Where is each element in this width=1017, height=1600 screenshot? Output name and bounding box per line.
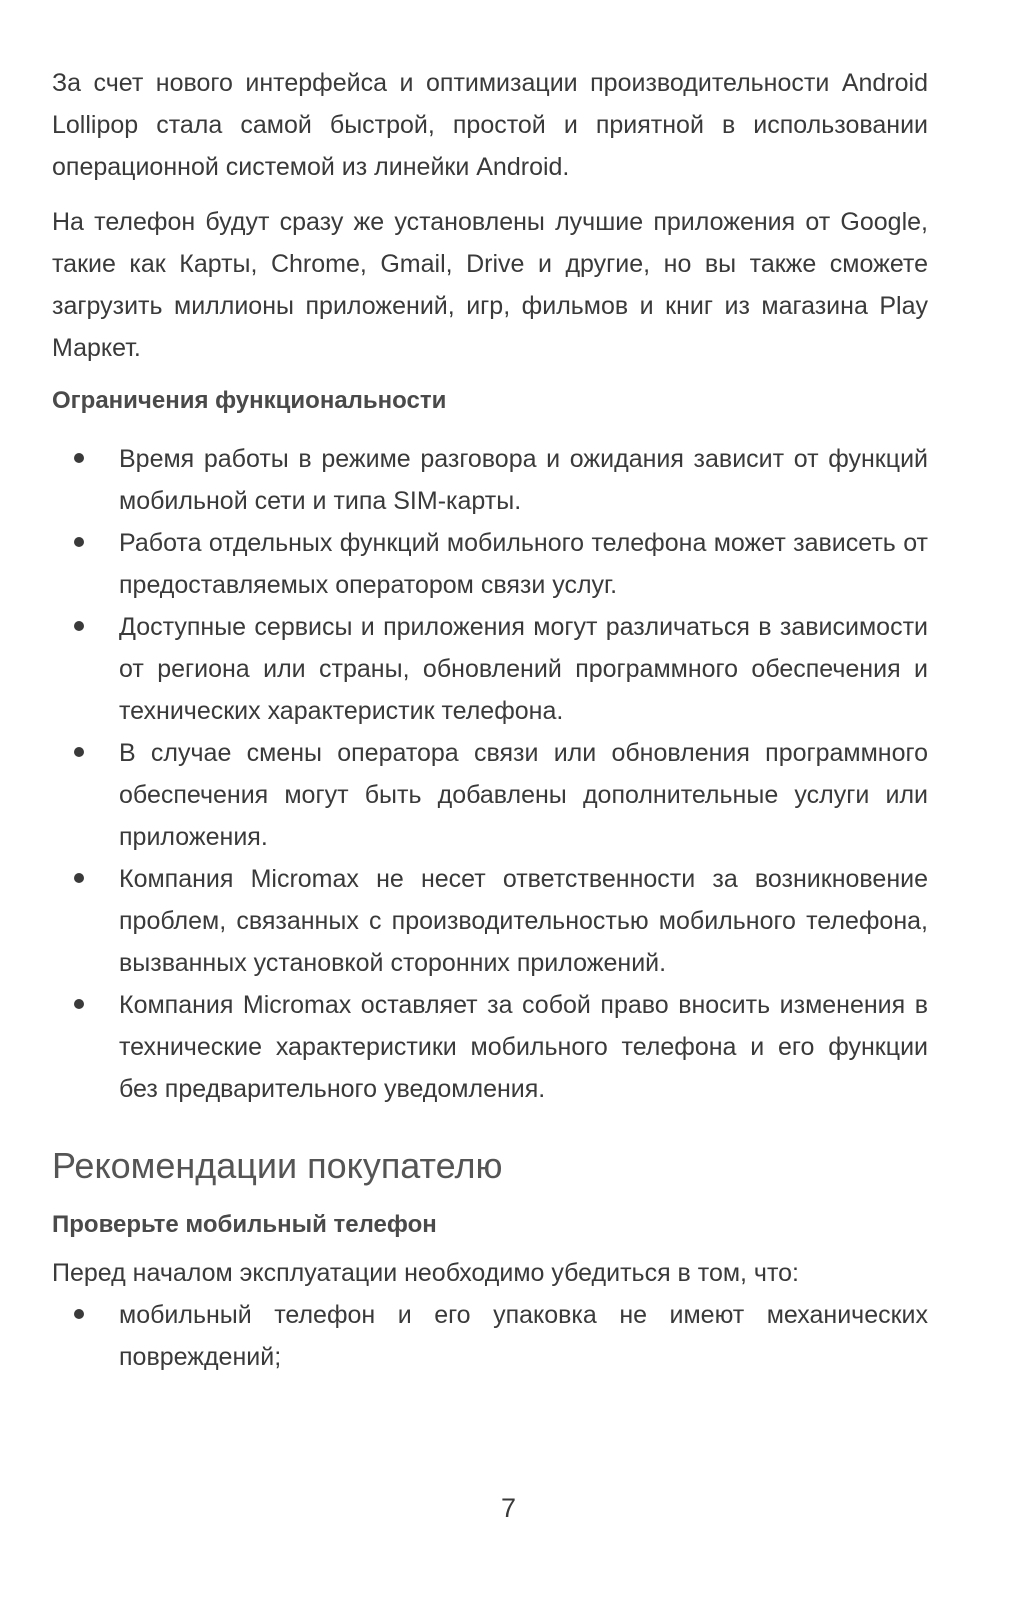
bullet-icon [74, 747, 84, 757]
bullet-icon [74, 873, 84, 883]
list-item [52, 732, 928, 858]
list-item-text: В случае смены оператора связи или обновления программного обеспечения могут быть добавлены дополнительные услуги или приложения. [119, 739, 928, 851]
list-item-text: Время работы в режиме разговора и ожидания зависит от функций мобильной сети и типа SIM-карты. [119, 445, 928, 515]
bullet-icon [74, 999, 84, 1009]
list-item [52, 606, 928, 732]
intro-paragraph-2: На телефон будут сразу же установлены лучшие приложения от Google, такие как Карты, Chrome, Gmail, Drive и другие, но вы также сможете загрузить миллионы приложений, игр, фильмов и книг из магазина Play Маркет. [52, 208, 928, 362]
limitations-list [52, 438, 928, 1110]
list-item [52, 858, 928, 984]
section-title: Рекомендации покупателю [52, 1145, 503, 1186]
list-item [52, 522, 928, 606]
list-item-text: Компания Micromax не несет ответственности за возникновение проблем, связанных с производительностью мобильного телефона, вызванных установкой сторонних приложений. [119, 865, 928, 977]
bullet-icon [74, 537, 84, 547]
page-content [52, 62, 928, 1378]
list-item-text: Работа отдельных функций мобильного телефона может зависеть от предоставляемых оператором связи услуг. [119, 529, 928, 599]
bullet-icon [74, 453, 84, 463]
bullet-icon [74, 1309, 84, 1319]
check-intro-text: Перед началом эксплуатации необходимо убедиться в том, что: [52, 1259, 799, 1287]
check-phone-heading: Проверьте мобильный телефон [52, 1211, 437, 1238]
check-list [52, 1294, 928, 1378]
list-item-text: Доступные сервисы и приложения могут различаться в зависимости от региона или страны, обновлений программного обеспечения и технических характеристик телефона. [119, 613, 928, 725]
list-item-text: Компания Micromax оставляет за собой право вносить изменения в технические характеристики мобильного телефона и его функции без предварительного уведомления. [119, 991, 928, 1103]
list-item [52, 438, 928, 522]
limitations-heading: Ограничения функциональности [52, 387, 447, 414]
page-number: 7 [500, 1493, 517, 1523]
list-item [52, 984, 928, 1110]
intro-paragraph-1: За счет нового интерфейса и оптимизации производительности Android Lollipop стала самой быстрой, простой и приятной в использовании операционной системой из линейки Android. [52, 69, 928, 181]
bullet-icon [74, 621, 84, 631]
list-item [52, 1294, 928, 1378]
list-item-text: мобильный телефон и его упаковка не имеют механических повреждений; [119, 1301, 928, 1371]
